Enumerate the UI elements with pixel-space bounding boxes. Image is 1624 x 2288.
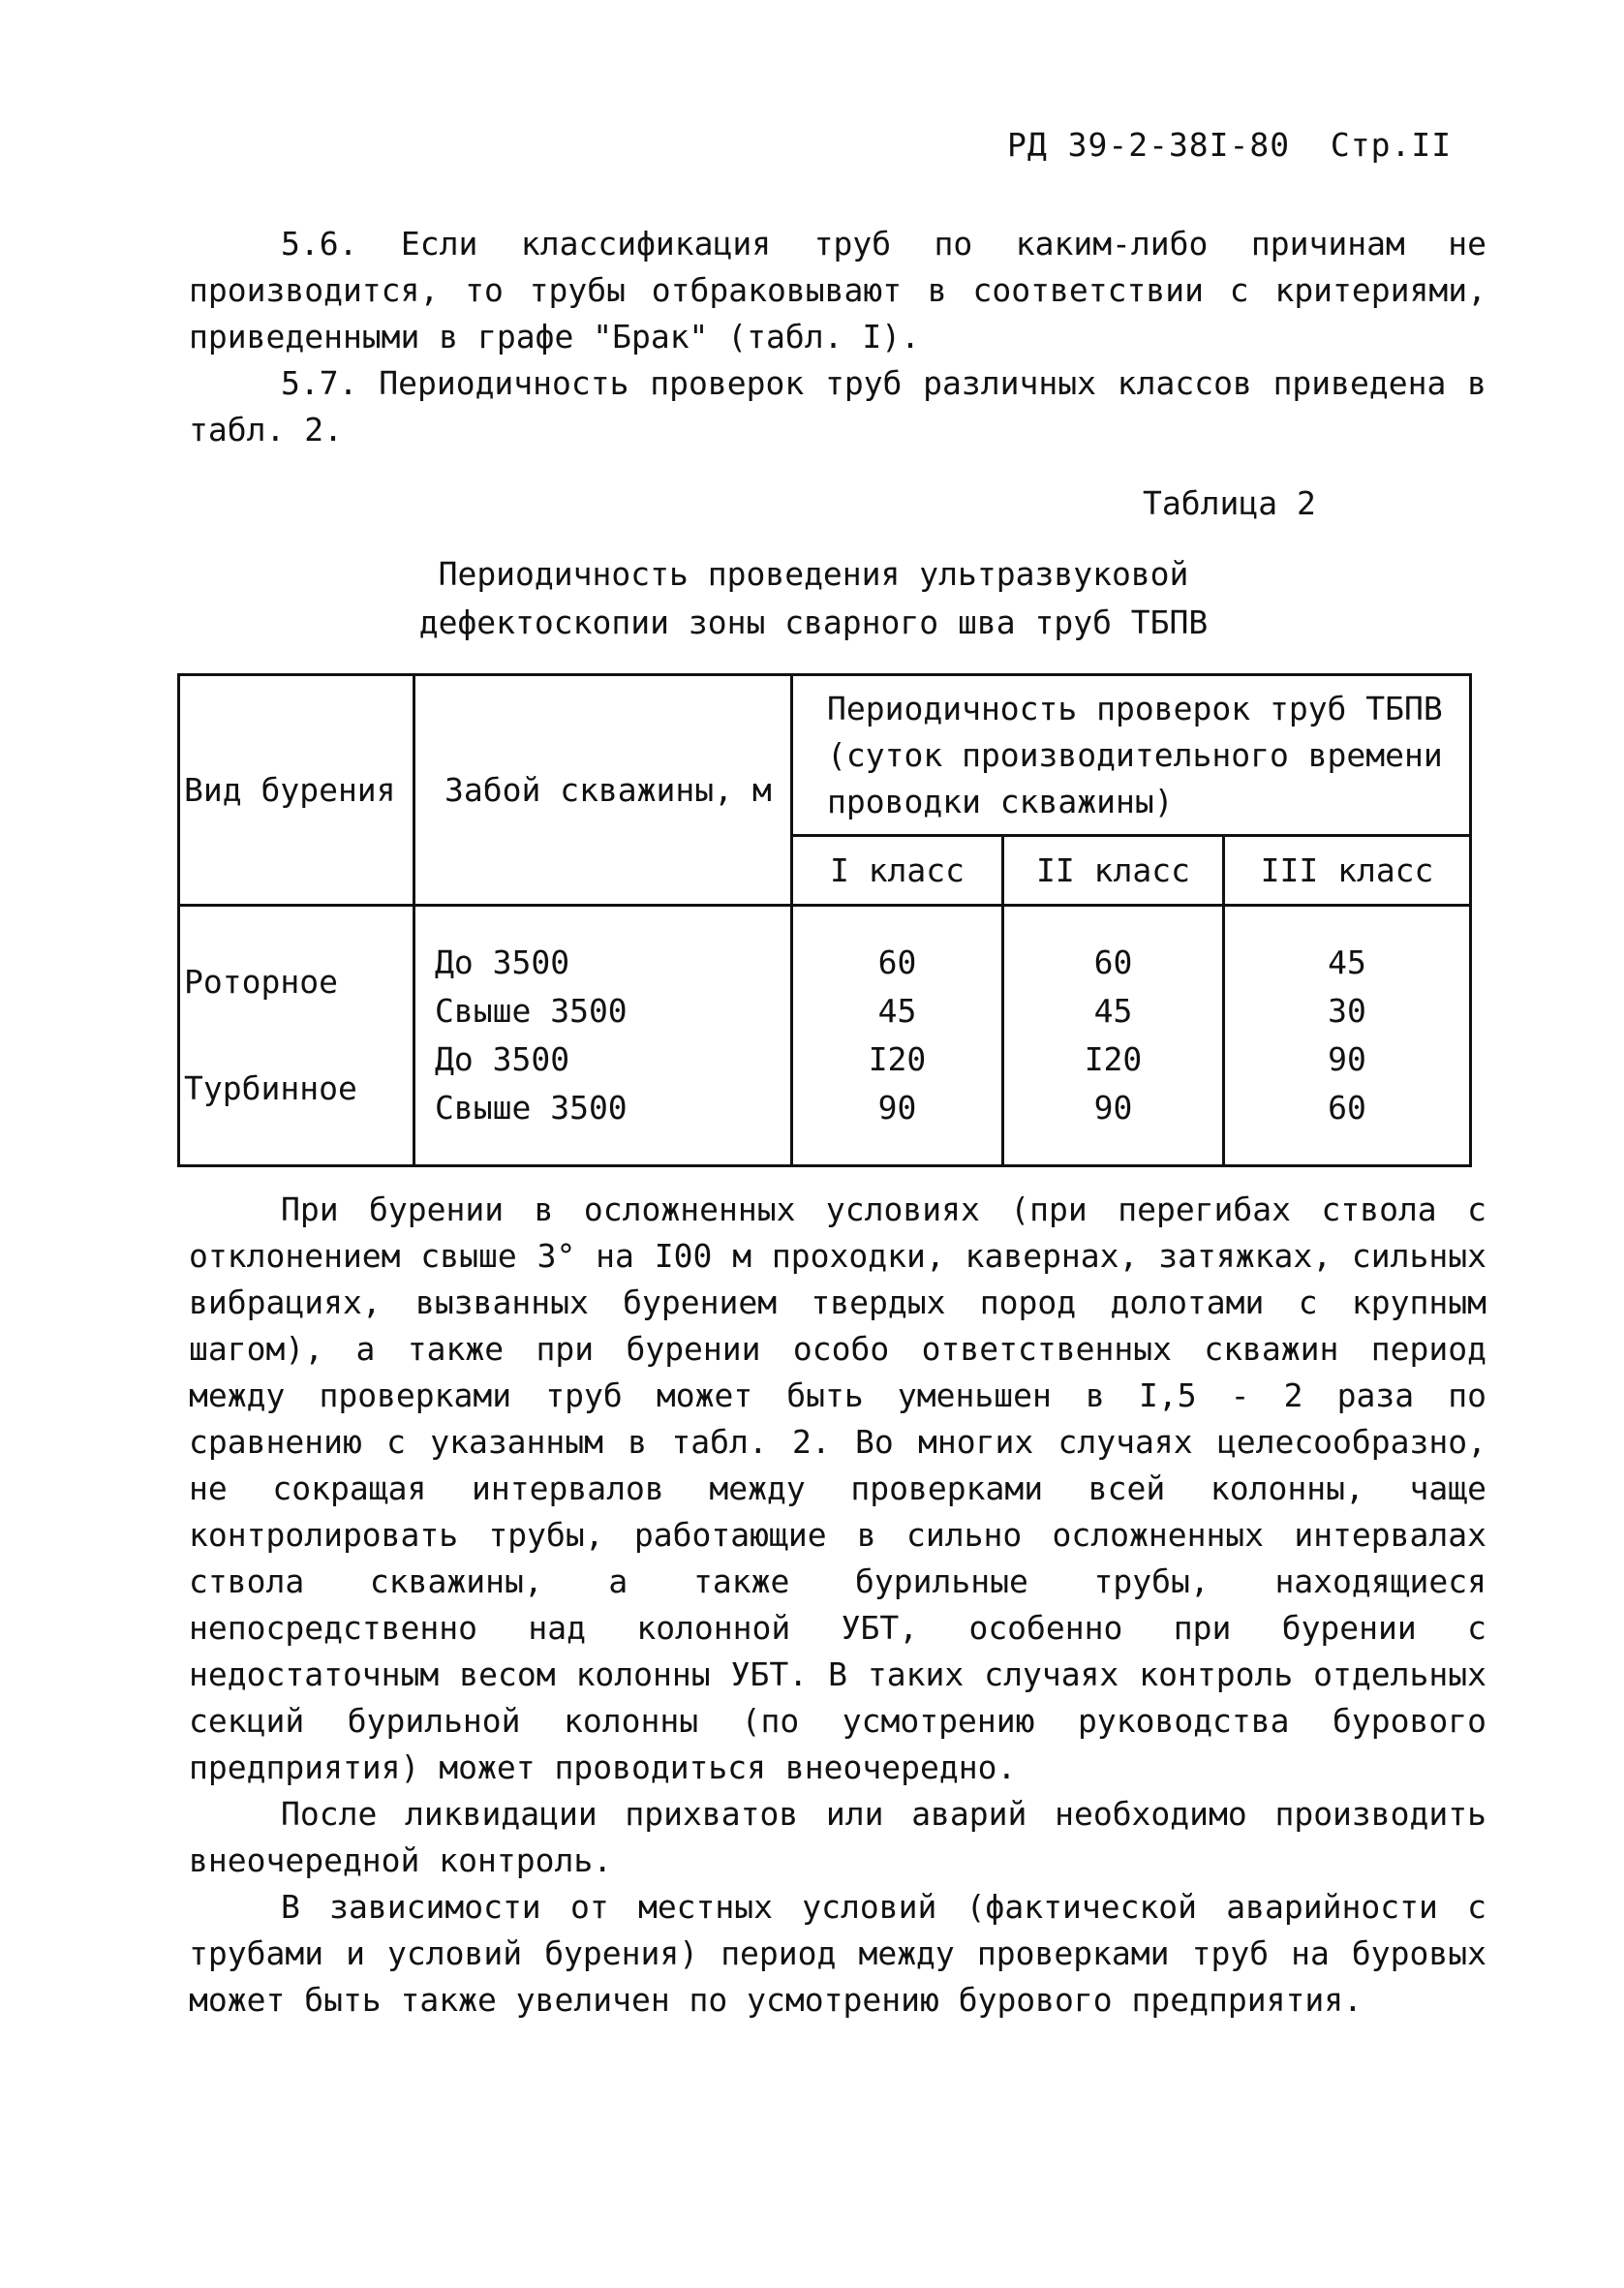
class-3-rotary-1: 45	[1328, 943, 1366, 981]
paragraph-local-conditions: В зависимости от местных условий (фактической аварийности с трубами и условий бурения) период между проверками труб на буровых может быть также увеличен по усмотрению бурового предприятия.	[189, 1888, 1486, 2019]
class-2-turbine-2: 90	[1093, 1089, 1133, 1127]
header-class-1: I класс	[792, 836, 1003, 906]
page-number: Стр.II	[1330, 126, 1453, 164]
class-2-rotary-1: 60	[1093, 943, 1133, 981]
header-period: Периодичность проверок труб ТБПВ (суток производительного времени проводки скважины)	[792, 675, 1471, 836]
paragraph-5-6: 5.6. Если классификация труб по каким-либо причинам не производится, то трубы отбраковывают в соответствии с критериями, приведенными в графе "Брак" (табл. I).	[189, 225, 1486, 356]
class-3-turbine-2: 60	[1328, 1089, 1366, 1127]
class-3-values	[1224, 906, 1471, 1166]
drilling-type-turbine: Турбинное	[184, 1069, 357, 1107]
class-1-turbine-1: I20	[868, 1040, 927, 1078]
class-2-turbine-1: I20	[1084, 1040, 1143, 1078]
table-title	[320, 550, 1307, 647]
class-2-values	[1003, 906, 1224, 1166]
paragraph-5-7: 5.7. Периодичность проверок труб различных классов приведена в табл. 2.	[189, 364, 1486, 448]
depth-rotary-1: До 3500	[435, 943, 570, 981]
class-1-turbine-2: 90	[877, 1089, 917, 1127]
paragraph-after-accidents: После ликвидации прихватов или аварий необходимо производить внеочередной контроль.	[189, 1795, 1486, 1879]
table-label: Таблица 2	[1143, 484, 1316, 522]
top-text	[189, 221, 1486, 453]
depths-cell	[414, 906, 792, 1166]
table-title-line-1: Периодичность проведения ультразвуковой	[438, 555, 1189, 593]
periodicity-table	[177, 673, 1472, 1167]
class-1-rotary-2: 45	[877, 992, 917, 1030]
doc-reference: РД 39-2-38I-80	[1007, 126, 1291, 164]
class-3-rotary-2: 30	[1328, 992, 1366, 1030]
depth-turbine-1: До 3500	[435, 1040, 570, 1078]
class-1-rotary-1: 60	[877, 943, 917, 981]
class-1-values	[792, 906, 1003, 1166]
table-title-line-2: дефектоскопии зоны сварного шва труб ТБПВ	[418, 603, 1209, 641]
paragraph-complicated-conditions: При бурении в осложненных условиях (при перегибах ствола с отклонением свыше 3° на I00 м проходки, кавернах, затяжках, сильных вибрациях, вызванных бурением твердых пород долотами с крупным шагом), а также при бурении особо ответственных скважин период между проверками труб может быть уменьшен в I,5 - 2 раза по сравнению с указанным в табл. 2. Во многих случаях целесообразно, не сокращая интервалов между проверками всей колонны, чаще контролировать трубы, работающие в сильно осложненных интервалах ствола скважины, а также бурильные трубы, находящиеся непосредственно над колонной УБТ, особенно при бурении с недостаточным весом колонны УБТ. В таких случаях контроль отдельных секций бурильной колонны (по усмотрению руководства бурового предприятия) может проводиться внеочередно.	[189, 1190, 1486, 1786]
page-header	[1007, 126, 1462, 164]
header-drilling-type: Вид бурения	[179, 675, 414, 906]
depth-rotary-2: Свыше 3500	[435, 992, 628, 1030]
drilling-types-cell	[179, 906, 414, 1166]
header-class-3: III класс	[1224, 836, 1471, 906]
header-class-2: II класс	[1003, 836, 1224, 906]
bottom-text	[189, 1187, 1486, 2024]
depth-turbine-2: Свыше 3500	[435, 1089, 628, 1127]
class-2-rotary-2: 45	[1093, 992, 1133, 1030]
class-3-turbine-1: 90	[1328, 1040, 1366, 1078]
drilling-type-rotary: Роторное	[184, 963, 338, 1001]
header-depth: Забой скважины, м	[414, 675, 792, 906]
